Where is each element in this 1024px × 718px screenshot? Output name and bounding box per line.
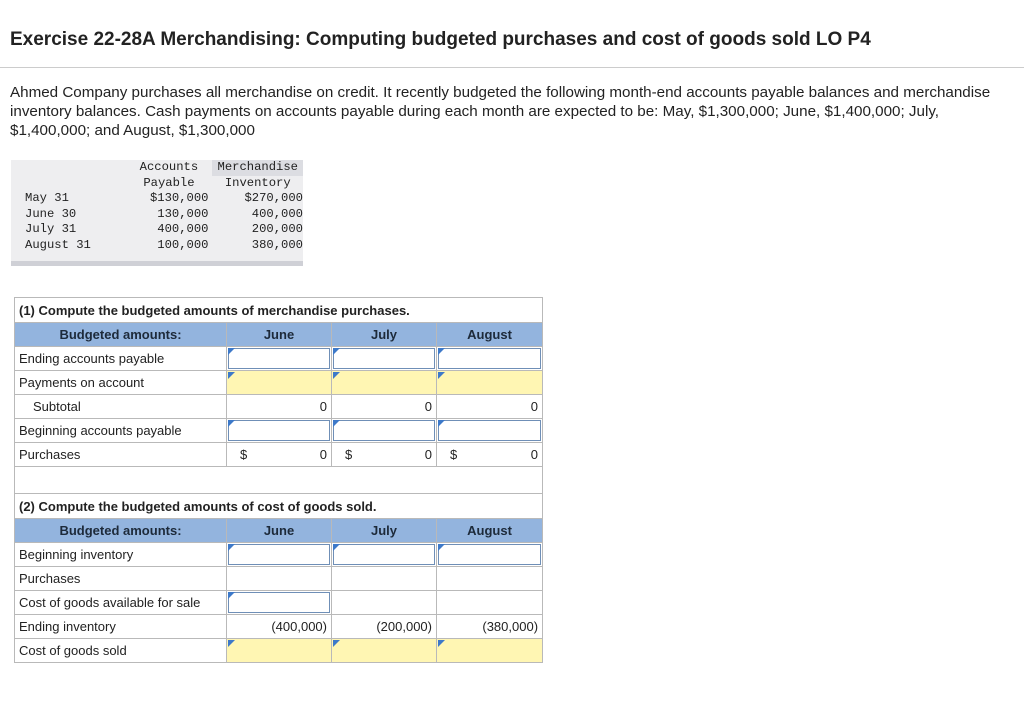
cogas-august [437, 591, 543, 615]
row-purchases-2 [15, 567, 543, 591]
row-label: Purchases [15, 567, 227, 591]
row-beginning-ap [15, 419, 543, 443]
purchases2-july [332, 567, 437, 591]
col-header-merchandise: Merchandise [212, 160, 303, 176]
dollar-sign: $ [240, 447, 248, 462]
given-row [11, 191, 303, 207]
beginning-inventory-august-input[interactable] [437, 543, 543, 567]
part2-header-august: August [437, 519, 543, 543]
exercise-title: Exercise 22-28A Merchandising: Computing budgeted purchases and cost of goods sold LO P4 [10, 29, 871, 50]
row-label: Ending accounts payable [15, 347, 227, 371]
beginning-inventory-june-input[interactable] [227, 543, 332, 567]
ap-value: 400,000 [157, 222, 209, 236]
part1-header-june: June [227, 323, 332, 347]
subtotal-june: 0 [227, 395, 332, 419]
row-label: Subtotal [15, 395, 227, 419]
payments-june-input[interactable] [227, 371, 332, 395]
row-label: June 30 [25, 206, 77, 221]
row-label: May 31 [25, 191, 69, 205]
part2-header-june: June [227, 519, 332, 543]
row-label: Beginning accounts payable [15, 419, 227, 443]
cogas-june-input[interactable] [227, 591, 332, 615]
inventory-value: 400,000 [251, 206, 303, 221]
row-cogs [15, 639, 543, 663]
purchases-august [437, 443, 543, 467]
col-header-payable: Payable [143, 175, 195, 190]
row-label: Ending inventory [15, 615, 227, 639]
payments-august-input[interactable] [437, 371, 543, 395]
dollar-sign: $ [450, 447, 458, 462]
problem-statement: Ahmed Company purchases all merchandise on credit. It recently budgeted the following month-end accounts payable balances and merchandise inventory balances. Cash payments on accounts payable during each month are expected to be: May, $1,300,000; June, $1,400,000; July, $1,400,000; and August, $1,300,000 [10, 84, 991, 139]
purchases-value: 0 [424, 447, 432, 462]
row-purchases [15, 443, 543, 467]
part1-header-label: Budgeted amounts: [15, 323, 227, 347]
dollar-sign: $ [345, 447, 353, 462]
cogs-august-input[interactable] [437, 639, 543, 663]
given-row [11, 207, 303, 223]
divider [0, 67, 1024, 68]
ending-ap-july-input[interactable] [332, 347, 437, 371]
row-ending-inventory [15, 615, 543, 639]
ap-value: 100,000 [157, 237, 209, 252]
given-row [11, 222, 303, 238]
part2-caption: (2) Compute the budgeted amounts of cost of goods sold. [15, 494, 543, 519]
payments-july-input[interactable] [332, 371, 437, 395]
purchases-june [227, 443, 332, 467]
purchases-july [332, 443, 437, 467]
purchases2-august [437, 567, 543, 591]
row-label: Cost of goods sold [15, 639, 227, 663]
row-label: Payments on account [15, 371, 227, 395]
section-spacer [15, 467, 543, 494]
purchases2-june [227, 567, 332, 591]
row-subtotal [15, 395, 543, 419]
cogs-june-input[interactable] [227, 639, 332, 663]
part2-header-july: July [332, 519, 437, 543]
cogs-july-input[interactable] [332, 639, 437, 663]
beginning-ap-august-input[interactable] [437, 419, 543, 443]
purchases-value: 0 [530, 447, 539, 462]
row-ending-ap [15, 347, 543, 371]
ending-ap-june-input[interactable] [227, 347, 332, 371]
ending-inventory-july: (200,000) [332, 615, 437, 639]
inventory-value: 380,000 [251, 237, 303, 252]
part2-header-label: Budgeted amounts: [15, 519, 227, 543]
given-row [11, 238, 303, 254]
row-label: August 31 [25, 237, 91, 252]
row-label: July 31 [25, 222, 77, 236]
row-payments [15, 371, 543, 395]
beginning-ap-july-input[interactable] [332, 419, 437, 443]
col-header-inventory: Inventory [224, 175, 291, 190]
part1-header-july: July [332, 323, 437, 347]
part1-caption: (1) Compute the budgeted amounts of merchandise purchases. [15, 298, 543, 323]
row-beginning-inventory [15, 543, 543, 567]
purchases-worksheet [14, 297, 543, 663]
cogas-july [332, 591, 437, 615]
purchases-value: 0 [319, 447, 327, 462]
part1-header-august: August [437, 323, 543, 347]
col-header-accounts: Accounts [139, 160, 199, 174]
inventory-value: $270,000 [244, 191, 303, 205]
inventory-value: 200,000 [251, 222, 303, 236]
row-cogas [15, 591, 543, 615]
ending-inventory-june: (400,000) [227, 615, 332, 639]
subtotal-august: 0 [437, 395, 543, 419]
beginning-ap-june-input[interactable] [227, 419, 332, 443]
given-balances-table [11, 160, 303, 266]
beginning-inventory-july-input[interactable] [332, 543, 437, 567]
row-label: Cost of goods available for sale [15, 591, 227, 615]
subtotal-july: 0 [332, 395, 437, 419]
ending-inventory-august: (380,000) [437, 615, 543, 639]
row-label: Beginning inventory [15, 543, 227, 567]
ap-value: 130,000 [157, 206, 209, 221]
ap-value: $130,000 [149, 191, 209, 205]
ending-ap-august-input[interactable] [437, 347, 543, 371]
row-label: Purchases [15, 443, 227, 467]
